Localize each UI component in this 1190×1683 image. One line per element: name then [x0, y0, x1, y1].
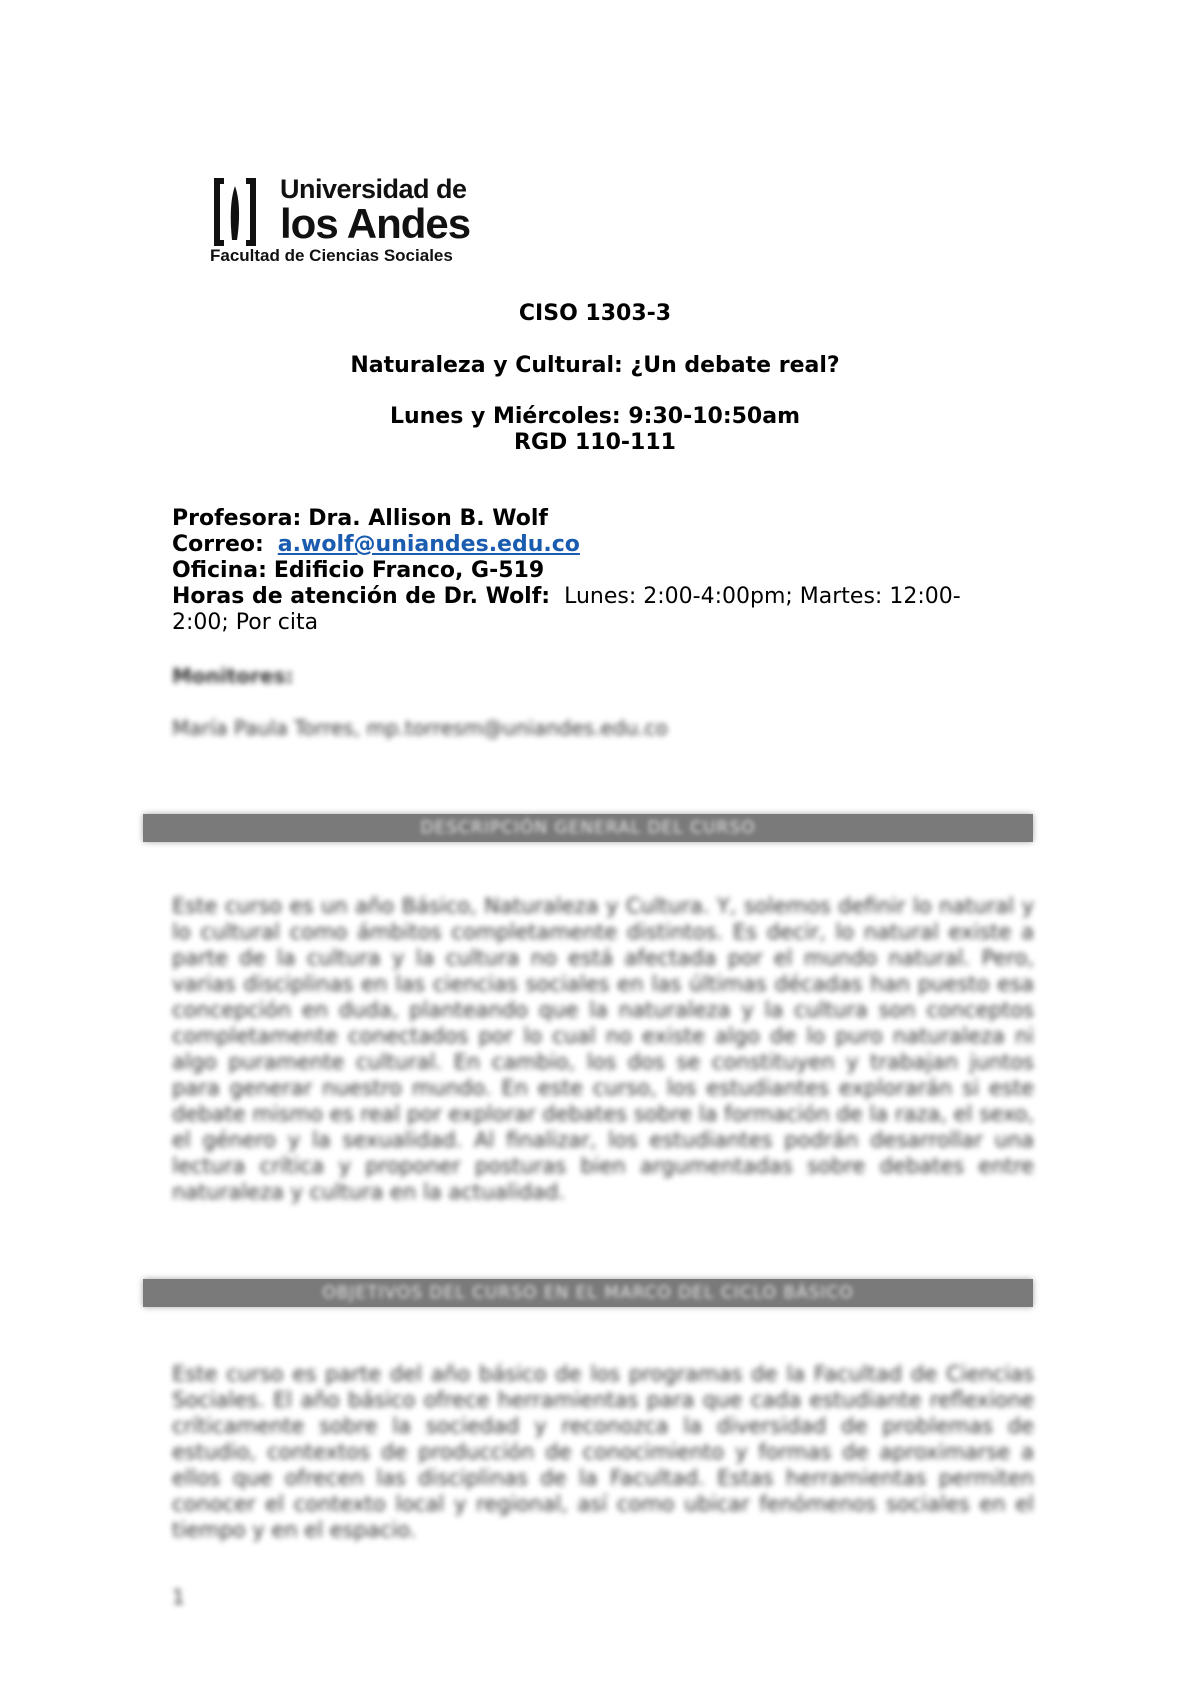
section-header-objectives — [143, 1279, 1033, 1307]
professor-label: Profesora: — [172, 506, 302, 531]
course-room: RGD 110-111 — [514, 430, 676, 455]
section-header-description — [143, 814, 1033, 842]
office-line — [172, 558, 992, 584]
university-logo — [210, 170, 471, 270]
logo-line-2: los Andes — [280, 200, 471, 247]
email-line — [172, 532, 992, 558]
professor-name: Dra. Allison B. Wolf — [308, 506, 548, 531]
office-hours-line — [172, 584, 992, 636]
description-paragraph: Este curso es un año Básico, Naturaleza y Cultura. Y, solemos definir lo natural y lo cultural como ámbitos completamente distintos. Es decir, lo natural existe a parte de la cultura y la cultura no está afectada por el mundo natural. Pero, varias disciplinas en las ciencias sociales en las últimas décadas han puesto esa concepción en duda, planteando que la naturaleza y la cultura son conceptos completamente conectados por lo cual no existe algo de lo puro naturaleza ni algo puramente cultural. En cambio, los dos se constituyen y trabajan juntos para generar nuestro mundo. En este curso, los estudiantes explorarán si este debate mismo es real por explorar debates sobre la formación de la raza, el sexo, el género y la sexualidad. Al finalizar, los estudiantes podrán desarrollar una lectura crítica y proponer posturas bien argumentadas sobre debates entre naturaleza y cultura en la actualidad. — [172, 894, 1034, 1204]
objectives-paragraph: Este curso es parte del año básico de los programas de la Facultad de Ciencias Sociales. El año básico ofrece herramientas para que cada estudiante reflexione críticamente sobre la sociedad y reconozca la diversidad de problemas de estudio, contextos de producción de conocimiento y formas de aproximarse a ellos que ofrecen las disciplinas de la Facultad. Estas herramientas permiten conocer el contexto local y regional, así como ubicar fenómenos sociales en el tiempo y en el espacio. — [172, 1362, 1034, 1542]
office-hours-value: Lunes: 2:00-4:00pm; Martes: 12:00-2:00; Por cita — [172, 584, 961, 635]
section-title-objectives: OBJETIVOS DEL CURSO EN EL MARCO DEL CICLO BÁSICO — [322, 1283, 854, 1303]
monitors-label: Monitores: — [172, 664, 294, 688]
monitor-line: María Paula Torres, mp.torresm@uniandes.edu.co — [172, 716, 668, 740]
office-hours-label: Horas de atención de Dr. Wolf: — [172, 584, 551, 609]
email-label: Correo: — [172, 532, 264, 557]
page-number: 1 — [172, 1585, 185, 1609]
professor-line — [172, 506, 992, 532]
course-schedule: Lunes y Miércoles: 9:30-10:50am — [389, 404, 801, 429]
office-value: Edificio Franco, G-519 — [273, 558, 545, 583]
course-title: Naturaleza y Cultural: ¿Un debate real? — [350, 353, 840, 378]
email-link[interactable]: a.wolf@uniandes.edu.co — [277, 532, 580, 557]
logo-line-1: Universidad de — [280, 174, 467, 204]
course-code: CISO 1303-3 — [518, 301, 672, 326]
section-title-description: DESCRIPCIÓN GENERAL DEL CURSO — [420, 818, 756, 838]
logo-faculty: Facultad de Ciencias Sociales — [210, 246, 453, 265]
uniandes-logo-icon — [210, 174, 260, 250]
office-label: Oficina: — [172, 558, 267, 583]
